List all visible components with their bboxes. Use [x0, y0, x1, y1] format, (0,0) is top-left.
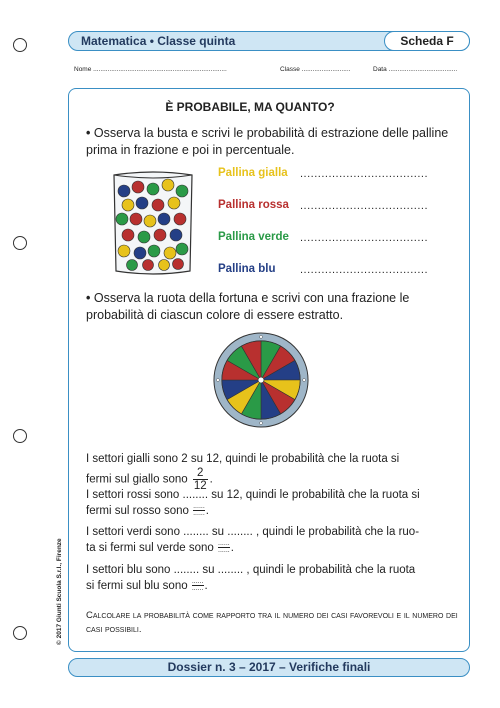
page-title: È PROBABILE, MA QUANTO? — [165, 100, 335, 114]
binder-hole — [13, 236, 27, 250]
sentence-gialli — [86, 451, 466, 492]
bullet: • — [86, 291, 91, 305]
label-pallina-rossa: Pallina rossa — [218, 199, 289, 211]
blank-denominator: ...... — [193, 510, 205, 518]
sentence-gialli-text: fermi sul giallo sono — [86, 473, 188, 486]
fraction-numerator: 2 — [193, 467, 208, 480]
blank-denominator: ...... — [218, 547, 230, 555]
scheda-label: Scheda F — [384, 31, 470, 51]
sentence-verdi-text: ta si fermi sul verde sono — [86, 542, 214, 554]
sentence-gialli-line1: I settori gialli sono 2 su 12, quindi le probabilità che la ruota si — [86, 453, 400, 465]
blank-numerator: ...... — [193, 503, 205, 511]
instruction-1-text: Osserva la busta e scrivi le probabilità di estrazione delle palline prima in frazione e poi in percentuale. — [86, 126, 449, 157]
fortune-wheel-illustration — [212, 331, 310, 429]
ball-bag-illustration — [108, 167, 198, 279]
sentence-blu-line2 — [86, 578, 466, 594]
period: . — [205, 505, 209, 517]
nome-field[interactable]: Nome .......................................................................... — [74, 66, 227, 73]
label-pallina-verde: Pallina verde — [218, 231, 289, 243]
label-pallina-gialla: Pallina gialla — [218, 167, 288, 179]
blank-denominator: ...... — [191, 585, 204, 593]
answer-line-blu[interactable]: .................................... — [300, 264, 429, 276]
answer-line-rossa[interactable]: .................................... — [300, 200, 429, 212]
bullet: • — [86, 126, 91, 140]
label-pallina-blu: Pallina blu — [218, 263, 276, 275]
blank-numerator: ...... — [191, 578, 204, 586]
sentence-rossi-line2 — [86, 503, 466, 519]
sentence-blu — [86, 562, 466, 594]
binder-hole — [13, 38, 27, 52]
period: . — [204, 580, 208, 592]
period: . — [230, 542, 234, 554]
footer-bar: Dossier n. 3 – 2017 – Verifiche finali — [68, 658, 470, 677]
sentence-rossi-line1: I settori rossi sono ........ su 12, quindi le probabilità che la ruota si — [86, 489, 420, 501]
sentence-blu-text: si fermi sul blu sono — [86, 580, 188, 592]
instruction-1 — [86, 125, 458, 159]
header-title: Matematica • Classe quinta — [81, 34, 236, 48]
data-field[interactable]: Data ...................................... — [373, 66, 458, 73]
fraction-blank-blu[interactable] — [192, 579, 204, 592]
copyright: © 2017 Giunti Scuola S.r.l., Firenze — [56, 538, 63, 645]
binder-hole — [13, 429, 27, 443]
instruction-2 — [86, 290, 458, 324]
fraction-denominator: 12 — [193, 480, 207, 492]
header-bar — [68, 31, 470, 51]
fraction-blank-rossi[interactable] — [193, 504, 205, 517]
instruction-2-text: Osserva la ruota della fortuna e scrivi con una frazione le probabilità di ciascun colore di essere estratto. — [86, 291, 410, 322]
classe-field[interactable]: Classe ........................... — [280, 66, 351, 73]
sentence-verdi-line1: I settori verdi sono ........ su ........ , quindi le probabilità che la ruo- — [86, 526, 420, 538]
sentence-verdi — [86, 524, 466, 556]
period: . — [209, 473, 213, 486]
sentence-verdi-line2 — [86, 540, 466, 556]
sentence-rossi — [86, 487, 466, 519]
answer-line-gialla[interactable]: .................................... — [300, 168, 429, 180]
answer-line-verde[interactable]: .................................... — [300, 232, 429, 244]
sentence-blu-line1: I settori blu sono ........ su ........ , quindi le probabilità che la ruota — [86, 564, 416, 576]
blank-numerator: ...... — [218, 540, 230, 548]
sentence-rossi-text: fermi sul rosso sono — [86, 505, 189, 517]
rule-note: Calcolare la probabilità come rapporto tra il numero dei casi favorevoli e il numero dei casi possibili. — [86, 610, 458, 635]
fraction-blank-verdi[interactable] — [218, 541, 230, 554]
binder-hole — [13, 626, 27, 640]
